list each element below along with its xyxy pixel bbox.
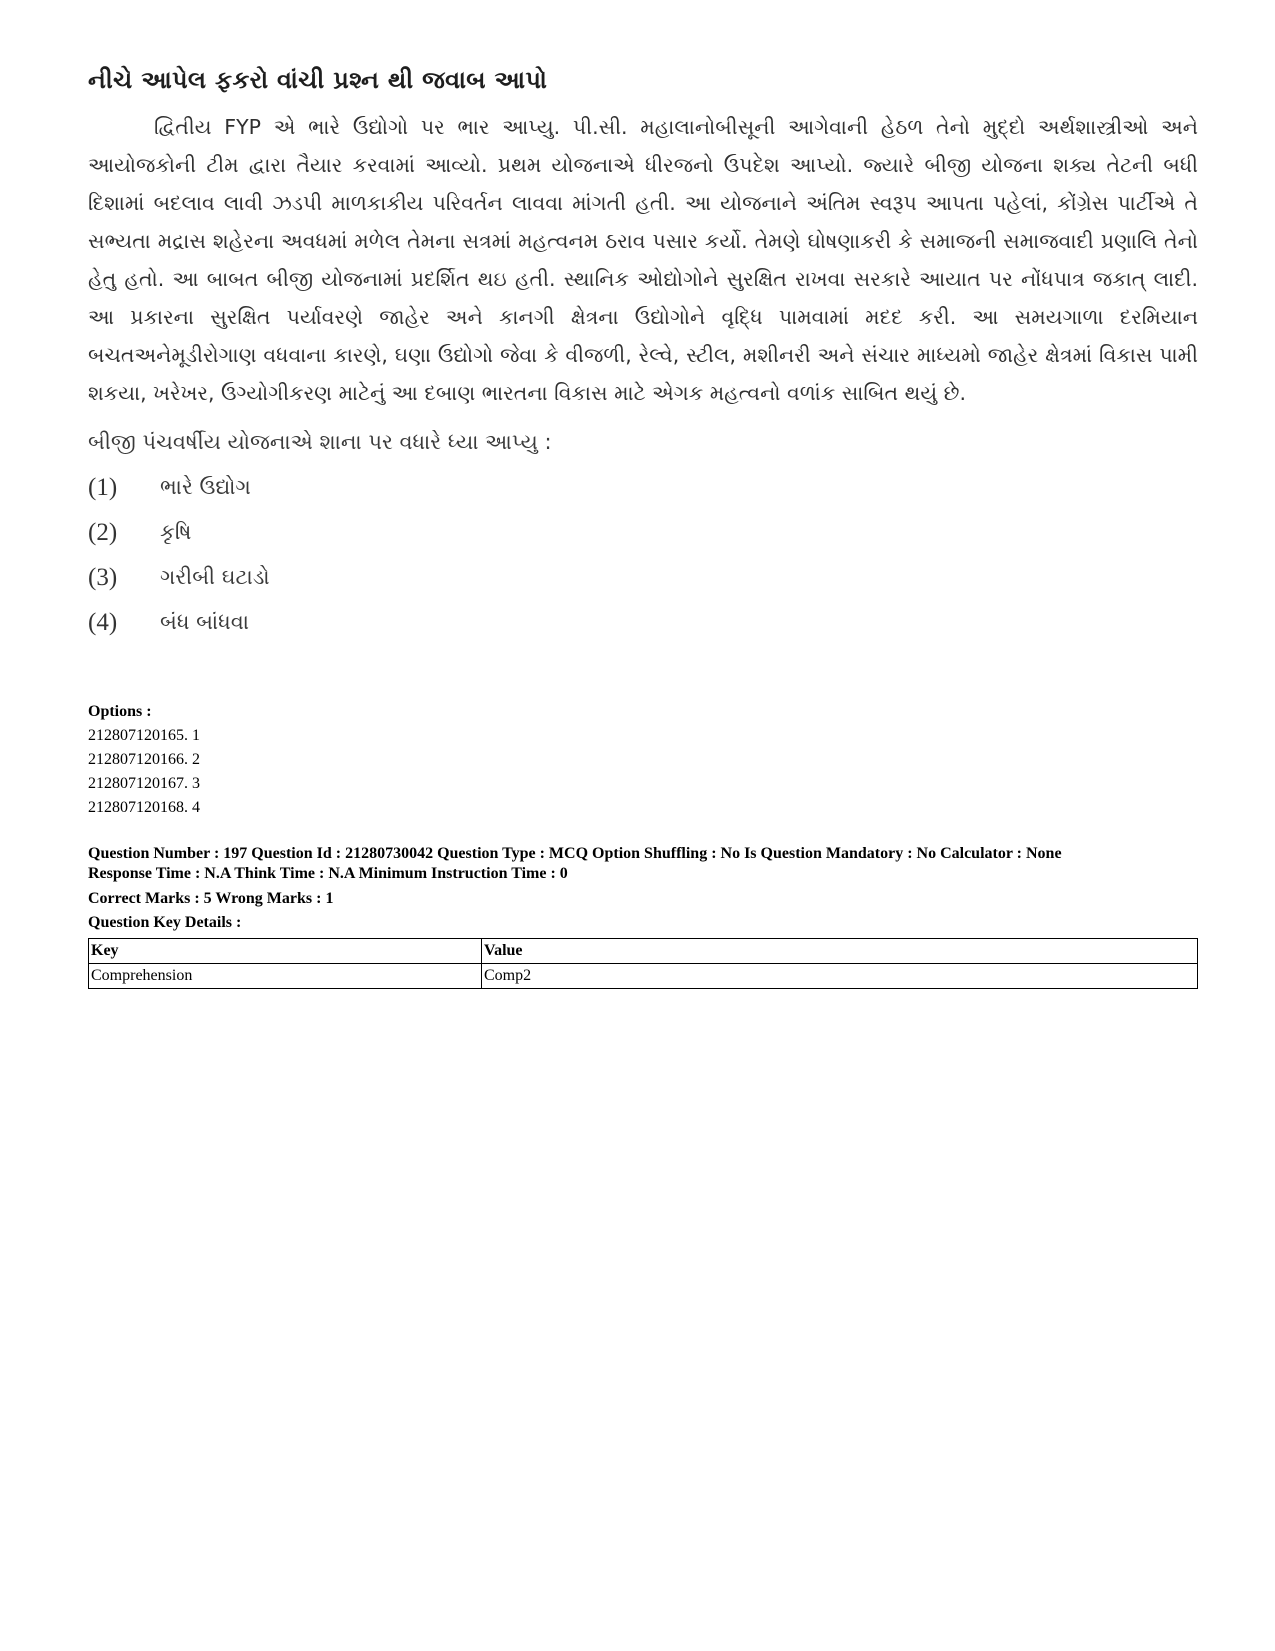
choice-number: (2) [88, 518, 118, 546]
passage-paragraph: દ્વિતીય FYP એ ભારે ઉદ્યોગો પર ભાર આપ્યુ. પી.સી. મહાલાનોબીસૂની આગેવાની હેઠળ તેનો મુદ્દો અર્થશાસ્ત્રીઓ અને આયોજકોની ટીમ દ્વારા તૈયાર કરવામાં આવ્યો. પ્રથમ યોજનાએ ધીરજનો ઉપદેશ આપ્યો. જ્યારે બીજી યોજના શક્ય તેટની બધી દિશામાં બદલાવ લાવી ઝડપી માળકાકીય પરિવર્તન લાવવા માંગતી હતી. આ યોજનાને અંતિમ સ્વરૂપ આપતા પહેલાં, કોંગ્રેસ પાર્ટીએ તે સભ્યતા મદ્રાસ શહેરના અવધમાં મળેલ તેમના સત્રમાં મહત્વનમ ઠરાવ પસાર કર્યો. તેમણે ઘોષણાકરી કે સમાજની સમાજવાદી પ્રણાલિ તેનો હેતુ હતો. આ બાબત બીજી યોજનામાં પ્રદર્શિત થઇ હતી. સ્થાનિક ઓદ્યોગોને સુરક્ષિત રાખવા સરકારે આયાત પર નોંધપાત્ર જકાત્ લાદી. આ પ્રકારના સુરક્ષિત પર્યાવરણે જાહેર અને કાનગી ક્ષેત્રના ઉદ્યોગોને વૃદ્ધિ પામવામાં મદદ કરી. આ સમયગાળા દરમિયાન બચતઅનેમૂડીરોગાણ વધવાના કારણે, ઘણા ઉદ્યોગો જેવા કે વીજળી, રેલ્વે, સ્ટીલ, મશીનરી અને સંચાર માધ્યમો જાહેર ક્ષેત્રમાં વિકાસ પામી શકયા, ખરેખર, ઉગ્યોગીકરણ માટેનું આ દબાણ ભારતના વિકાસ માટે એગક મહત્વનો વળાંક સાબિત થયું છે. [88, 115, 1198, 405]
choice-text: ગરીબી ઘટાડો [160, 565, 270, 589]
table-cell-key: Comprehension [89, 964, 482, 989]
choice-text: ભારે ઉદ્યોગ [160, 475, 251, 499]
passage-instruction: નીચે આપેલ ફકરો વાંચી પ્રશ્ન થી જવાબ આપો [88, 66, 548, 94]
question-metadata [88, 700, 1198, 989]
option-id-line: 212807120165. 1 [88, 727, 200, 744]
choice-text: કૃષિ [160, 520, 192, 544]
table-header-key: Key [89, 939, 482, 964]
table-header-row [89, 939, 1198, 964]
table-header-value: Value [482, 939, 1198, 964]
choice-list [88, 465, 1198, 645]
question-text: બીજી પંચવર્ષીય યોજનાએ શાના પર વધારે ધ્યા આપ્યુ : [88, 430, 552, 454]
choice-number: (1) [88, 473, 118, 501]
choice-item [88, 600, 1198, 645]
option-id-line: 212807120167. 3 [88, 775, 200, 792]
question-info-line1: Question Number : 197 Question Id : 21280730042 Question Type : MCQ Option Shuffling : No Is Question Mandatory : No Calculator : None [88, 845, 1062, 862]
choice-item [88, 510, 1198, 555]
option-id-line: 212807120168. 4 [88, 799, 200, 816]
question-info [88, 844, 1198, 883]
options-heading: Options : [88, 703, 152, 720]
question-scan-image [88, 58, 1198, 645]
choice-item [88, 555, 1198, 600]
choice-item [88, 465, 1198, 510]
choice-text: બંધ બાંધવા [160, 610, 249, 634]
key-details-table [88, 938, 1198, 989]
option-id-line: 212807120166. 2 [88, 751, 200, 768]
question-info-line2: Response Time : N.A Think Time : N.A Minimum Instruction Time : 0 [88, 864, 568, 882]
table-row [89, 964, 1198, 989]
marks-line: Correct Marks : 5 Wrong Marks : 1 [88, 890, 334, 907]
choice-number: (3) [88, 563, 118, 591]
key-details-label: Question Key Details : [88, 914, 242, 931]
table-cell-value: Comp2 [482, 964, 1198, 989]
choice-number: (4) [88, 608, 118, 636]
